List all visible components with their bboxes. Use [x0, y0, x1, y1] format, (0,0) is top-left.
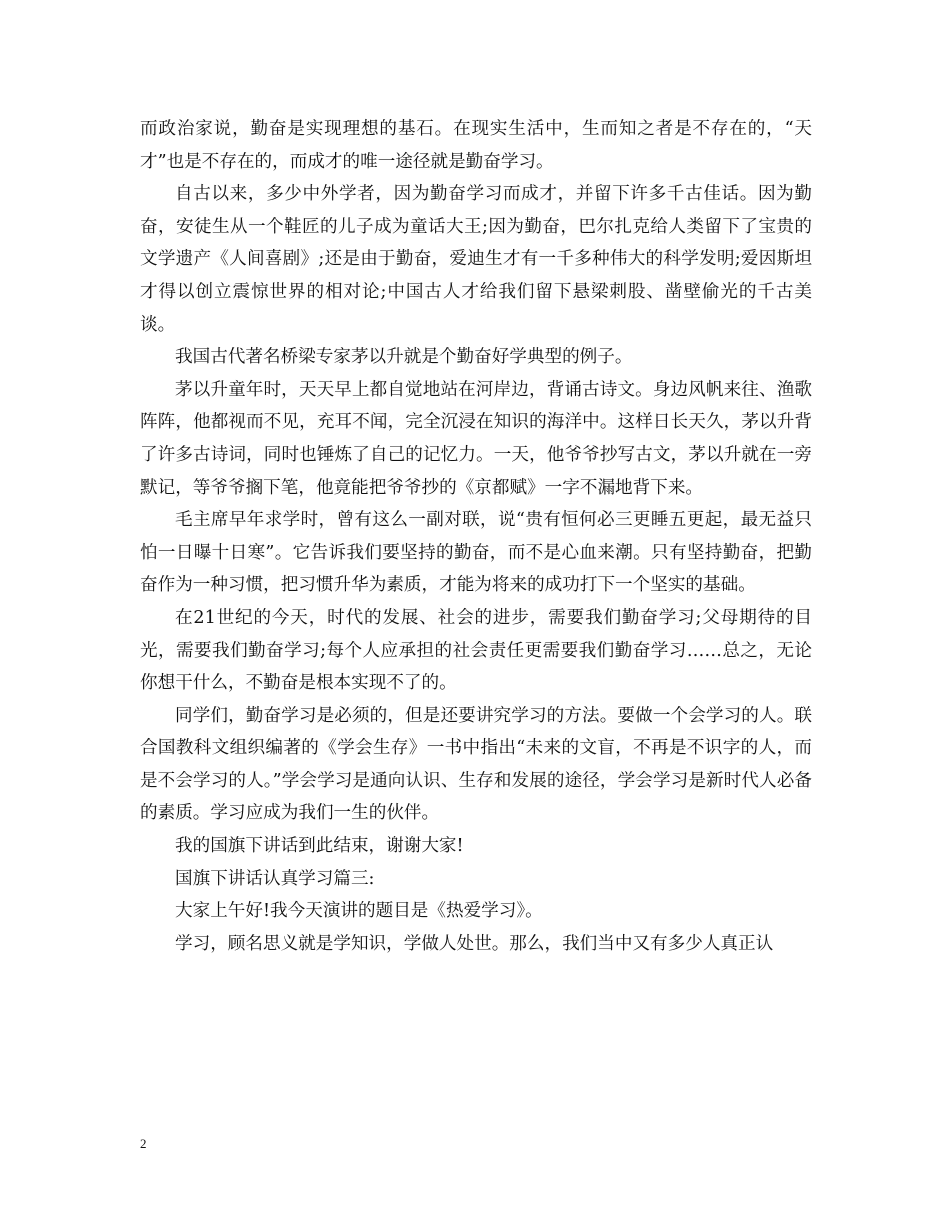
document-body [140, 113, 812, 960]
paragraph: 茅以升童年时，天天早上都自觉地站在河岸边，背诵古诗文。身边风帆来往、渔歌阵阵，他都视而不见，充耳不闻，完全沉浸在知识的海洋中。这样日长天久，茅以升背了许多古诗词，同时也锤炼了自己的记忆力。一天，他爷爷抄写古文，茅以升就在一旁默记，等爷爷搁下笔，他竟能把爷爷抄的《京都赋》一字不漏地背下来。 [140, 379, 812, 498]
paragraph: 大家上午好!我今天演讲的题目是《热爱学习》。 [175, 901, 543, 922]
paragraph: 学习，顾名思义就是学知识，学做人处世。那么，我们当中又有多少人真正认 [175, 933, 774, 954]
paragraph: 毛主席早年求学时，曾有这么一副对联，说“贵有恒何必三更睡五更起，最无益只怕一日曝十日寒”。它告诉我们要坚持的勤奋，而不是心血来潮。只有坚持勤奋，把勤奋作为一种习惯，把习惯升华为素质，才能为将来的成功打下一个坚实的基础。 [140, 510, 812, 596]
page-number: 2 [140, 1136, 147, 1151]
paragraph: 我国古代著名桥梁专家茅以升就是个勤奋好学典型的例子。 [175, 347, 633, 368]
paragraph: 在21世纪的今天，时代的发展、社会的进步，需要我们勤奋学习;父母期待的目光，需要我们勤奋学习;每个人应承担的社会责任更需要我们勤奋学习……总之，无论你想干什么，不勤奋是根本实现不了的。 [140, 607, 812, 694]
paragraph: 同学们，勤奋学习是必须的，但是还要讲究学习的方法。要做一个会学习的人。联合国教科文组织编著的《学会生存》一书中指出“未来的文盲，不再是不识字的人，而是不会学习的人。”学会学习是通向认识、生存和发展的途径，学会学习是新时代人必备的素质。学习应成为我们一生的伙伴。 [140, 705, 812, 824]
paragraph: 自古以来，多少中外学者，因为勤奋学习而成才，并留下许多千古佳话。因为勤奋，安徒生从一个鞋匠的儿子成为童话大王;因为勤奋，巴尔扎克给人类留下了宝贵的文学遗产《人间喜剧》;还是由于勤奋，爱迪生才有一千多种伟大的科学发明;爱因斯坦才得以创立震惊世界的相对论;中国古人才给我们留下悬梁刺股、凿壁偷光的千古美谈。 [140, 184, 812, 335]
paragraph: 而政治家说，勤奋是实现理想的基石。在现实生活中，生而知之者是不存在的，“天才”也是不存在的，而成才的唯一途径就是勤奋学习。 [140, 119, 812, 172]
paragraph: 我的国旗下讲话到此结束，谢谢大家! [175, 836, 464, 857]
section-heading: 国旗下讲话认真学习篇三: [175, 868, 375, 889]
